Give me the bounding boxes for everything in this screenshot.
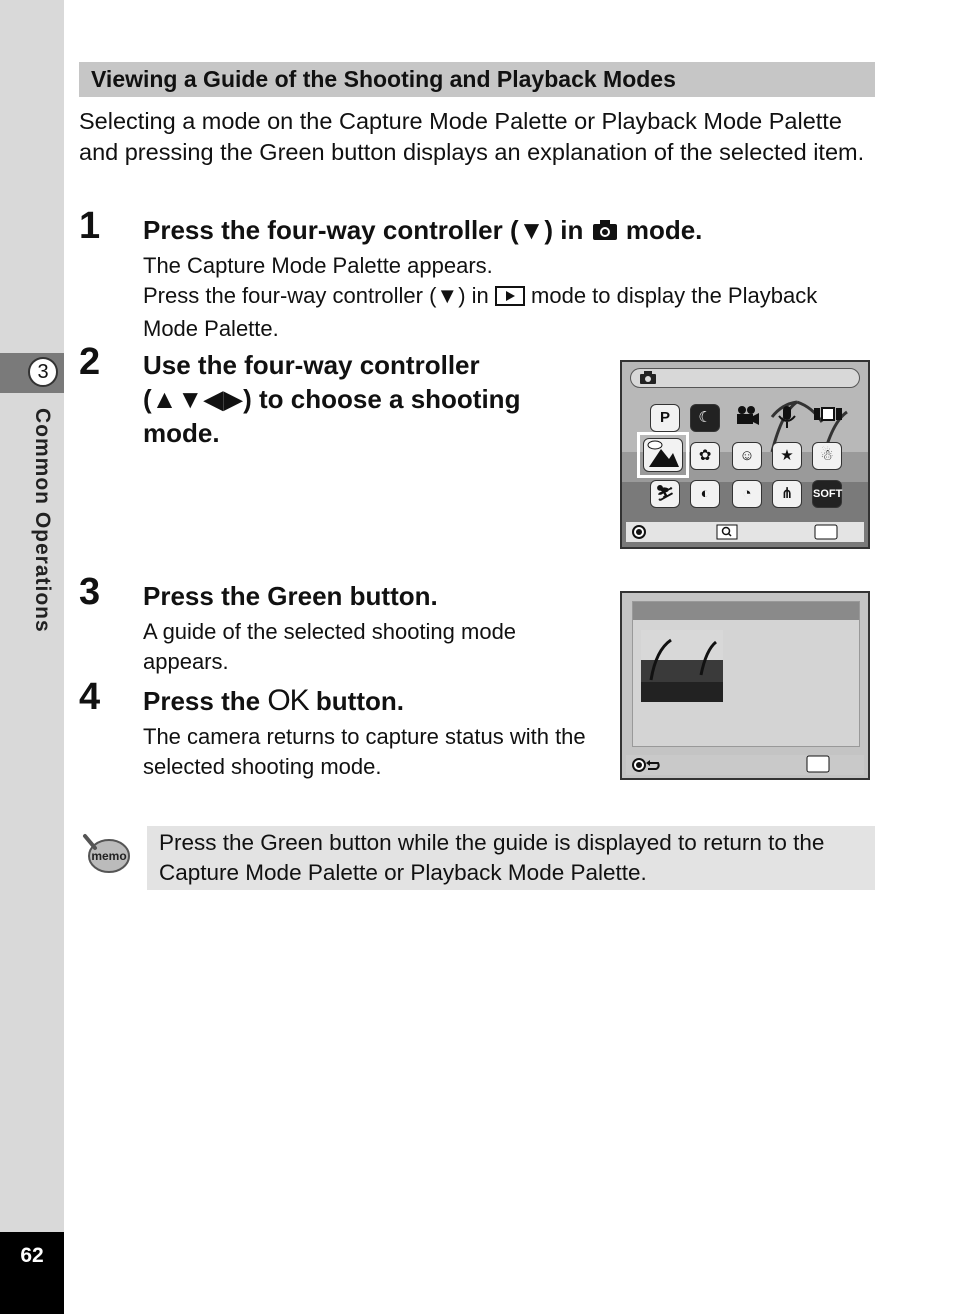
step-2-title-line2: (▲▼◀▶) to choose a shooting [143,384,521,414]
snow-mode-icon[interactable]: ☃ [812,442,842,470]
step-2-title-line1: Use the four-way controller [143,350,480,380]
food-mode-icon[interactable]: ⋔ [772,480,802,508]
pet-mode-icon[interactable]: ◔ [732,480,762,508]
back-return-icon [632,757,662,778]
step-4-body: The camera returns to capture status with the selected shooting mode. [143,724,586,779]
step-1-title [143,213,702,250]
page-number: 62 [20,1244,44,1267]
program-mode-icon[interactable]: P [650,404,680,432]
menu-button-indicator-icon [814,524,838,545]
memo-icon [81,832,131,878]
step-4-number: 4 [79,676,101,718]
guide-panel [632,601,860,747]
step-2-title-line3: mode. [143,418,220,448]
chapter-title: Common Operations [31,408,54,633]
step-1-body-line2-end: mode to display the Playback Mode Palette. [143,283,818,341]
step-4-title-start: Press the [143,686,261,716]
screen2-bottom-bar [626,755,864,775]
magnify-icon [716,524,738,545]
step-4-title-end: button. [315,686,404,716]
landscape-mode-icon[interactable] [643,438,683,472]
step-2-title [143,348,603,450]
palette-title-bar [630,368,860,388]
movie-mode-icon[interactable] [732,404,762,432]
step-1-title-end: mode. [625,215,703,245]
step-1-number: 1 [79,205,101,247]
ok-button-indicator-icon [632,525,646,544]
step-1-body [143,251,878,344]
night-scene-mode-icon[interactable]: ☾ [690,404,720,432]
soft-mode-icon[interactable]: SOFT [812,480,842,508]
palette-camera-icon [639,371,657,390]
voice-recording-icon[interactable] [772,404,802,432]
step-2-number: 2 [79,341,101,383]
portrait-mode-icon[interactable]: ☺ [732,442,762,470]
capture-mode-palette-screen [620,360,870,549]
guide-landscape-thumbnail [641,630,723,702]
panorama-mode-icon[interactable] [812,404,842,432]
step-3-body: A guide of the selected shooting mode appears. [143,619,517,674]
surf-snow-mode-icon[interactable]: ★ [772,442,802,470]
memo-note: Press the Green button while the guide is displayed to return to the Capture Mode Palette or Playback Mode Palette. [147,826,875,890]
chapter-number: 3 [28,357,58,387]
guide-header-bar [633,602,859,620]
step-1-body-line1: The Capture Mode Palette appears. [143,253,493,278]
step-3-title: Press the Green button. [143,581,438,611]
step-3-number: 3 [79,571,101,613]
playback-icon [495,284,525,314]
step-1-body-line2-start: Press the four-way controller (▼) in [143,283,489,308]
memo-icon-label: memo [91,849,127,863]
sport-mode-icon[interactable]: ⛷ [650,480,680,508]
step-1-title-start: Press the four-way controller (▼) in [143,215,584,245]
step-4-title [143,684,404,718]
self-portrait-mode-icon[interactable]: ◐ [690,480,720,508]
step-1-body-line2 [143,281,878,344]
mode-guide-screen [620,591,870,780]
screen2-menu-indicator-icon [806,755,830,778]
flower-mode-icon[interactable]: ✿ [690,442,720,470]
ok-label: OK [267,684,309,717]
intro-paragraph: Selecting a mode on the Capture Mode Palette or Playback Mode Palette and pressing the Green button displays an explanation of the selected item. [79,108,865,165]
screen1-bottom-bar [626,522,864,542]
camera-icon [591,216,619,250]
section-heading: Viewing a Guide of the Shooting and Playback Modes [79,62,875,97]
side-strip [0,0,64,1314]
